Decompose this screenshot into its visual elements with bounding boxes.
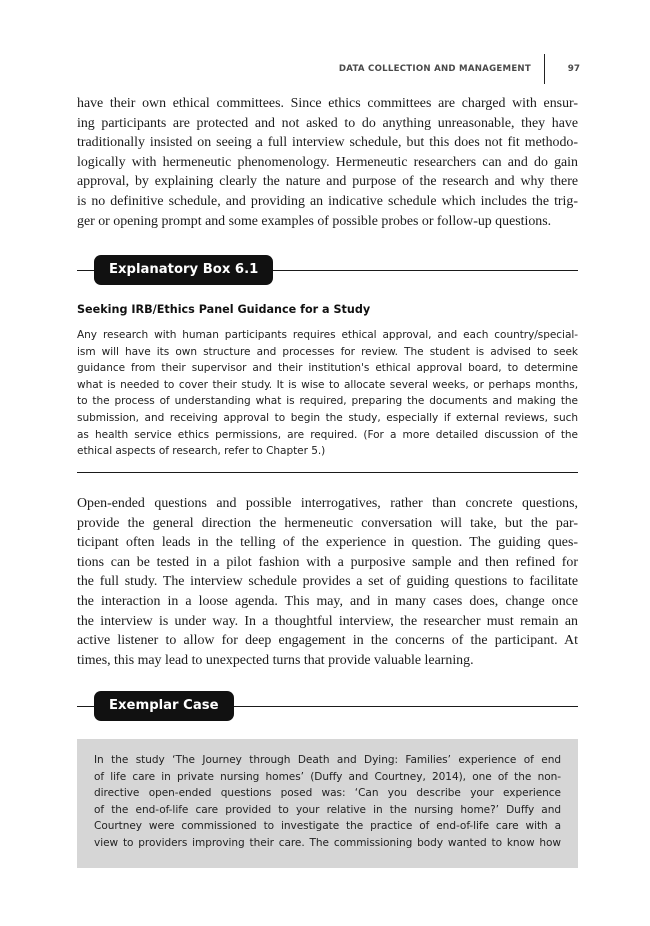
text-line: Courtney were commissioned to investigate the practice of end-of-life care with a — [94, 820, 561, 833]
exemplar-case-text — [94, 752, 561, 852]
explanatory-box-bottom-rule — [77, 472, 578, 473]
text-line: the full study. The interview schedule provides a set of guiding questions to facilitate — [77, 574, 578, 590]
text-line: of life care in private nursing homes’ (Duffy and Courtney, 2014), one of the non- — [94, 770, 561, 783]
explanatory-box-label: Explanatory Box 6.1 — [94, 255, 273, 285]
text-line: ethical aspects of research, refer to Chapter 5.) — [77, 445, 326, 458]
text-line: active listener to allow for deep engagement in the concerns of the participant. At — [77, 633, 578, 649]
header-divider — [544, 54, 545, 84]
text-line: have their own ethical committees. Since ethics committees are charged with ensur- — [77, 96, 578, 111]
text-line: ger or opening prompt and some examples of possible probes or follow-up questions. — [77, 213, 552, 229]
text-line: the interview is under way. In a thoughtful interview, the researcher must remain an — [77, 613, 578, 629]
text-line: ing participants are protected and not asked to do anything unreasonable, they have — [77, 115, 578, 131]
text-line: Open-ended questions and possible interrogatives, rather than concrete questions, — [77, 496, 578, 511]
text-line: times, this may lead to unexpected turns that provide valuable learning. — [77, 652, 474, 668]
text-line: ism will have its own structure and processes for review. The student is advised to seek — [77, 345, 578, 358]
text-line: In the study ‘The Journey through Death and Dying: Families’ experience of end — [94, 754, 561, 766]
text-line: to the process of understanding what is required, preparing the documents and making the — [77, 395, 578, 408]
explanatory-box-text — [77, 327, 578, 460]
text-line: tions can be tested in a pilot fashion with a purposive sample and then refined for — [77, 554, 578, 570]
text-line: guidance from their supervisor and their institution's ethical approval board, to determine — [77, 362, 578, 375]
text-line: traditionally insisted on seeing a full interview schedule, but this does not fit methodo- — [77, 135, 578, 151]
text-line: of the end-of-life care provided to your relative in the nursing home?’ Duffy and — [94, 803, 561, 816]
page-number: 97 — [567, 64, 580, 74]
text-line: the interaction in a loose agenda. This may, and in many cases does, change once — [77, 593, 578, 609]
text-line: is no definitive schedule, and providing an indicative schedule which includes the trig- — [77, 193, 578, 209]
text-line: provide the general direction the hermeneutic conversation will take, but the par- — [77, 515, 578, 531]
text-line: as health service ethics permissions, are required. (For a more detailed discussion of the — [77, 428, 578, 441]
text-line: Any research with human participants requires ethical approval, and each country/special- — [77, 329, 578, 341]
explanatory-box-title: Seeking IRB/Ethics Panel Guidance for a Study — [77, 303, 371, 316]
text-line: ticipant often leads in the telling of the experience in question. The guiding ques- — [77, 535, 578, 551]
intro-paragraph — [77, 94, 578, 231]
running-header-title: DATA COLLECTION AND MANAGEMENT — [338, 64, 531, 74]
exemplar-case-box — [77, 739, 578, 868]
text-line: what is needed to cover their study. It is wise to allocate several weeks, or perhaps months, — [77, 378, 578, 391]
text-line: view to providers improving their care. The commissioning body wanted to know how — [94, 836, 561, 849]
text-line: logically with hermeneutic phenomenology. Hermeneutic researchers can and do gain — [77, 154, 578, 170]
body-paragraph — [77, 494, 578, 670]
text-line: directive open-ended questions posed was: ‘Can you describe your experience — [94, 787, 561, 800]
text-line: submission, and receiving approval to begin the study, especially if external reviews, such — [77, 411, 578, 424]
exemplar-case-label: Exemplar Case — [94, 691, 234, 721]
text-line: approval, by explaining clearly the nature and purpose of the research and why there — [77, 174, 578, 190]
